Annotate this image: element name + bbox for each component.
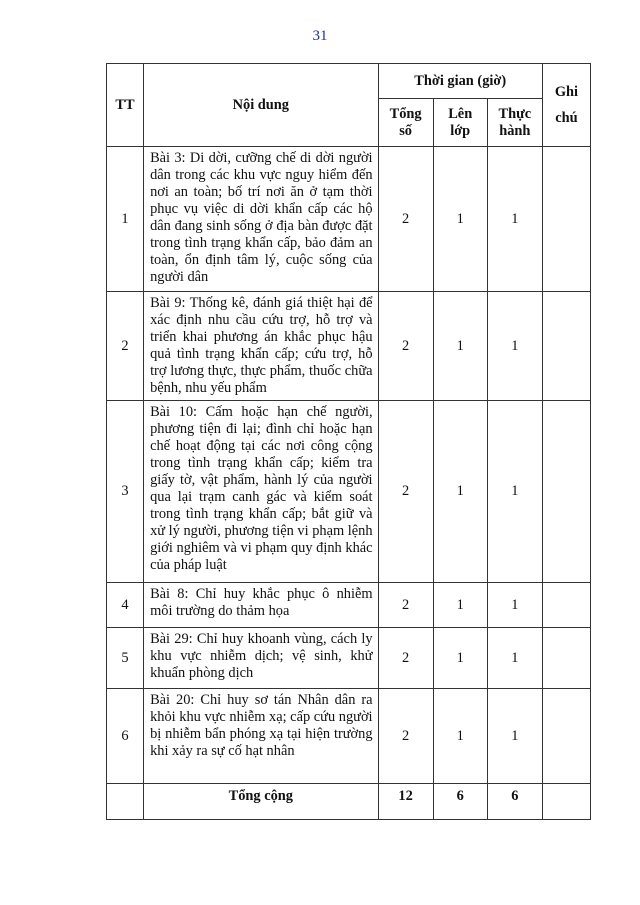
table-row — [107, 583, 591, 628]
row-len-lop: 1 — [433, 689, 487, 784]
row-len-lop: 1 — [433, 401, 487, 583]
row-ghi-chu — [542, 147, 590, 292]
table-row — [107, 628, 591, 689]
total-thuc-hanh: 6 — [487, 784, 542, 820]
row-len-lop: 1 — [433, 583, 487, 628]
row-thuc-hanh: 1 — [487, 147, 542, 292]
row-tong-so: 2 — [378, 147, 433, 292]
header-ghi-chu-text: Ghi chú — [554, 84, 579, 126]
row-content: Bài 3: Di dời, cưỡng chế di dời người dân trong các khu vực nguy hiểm đến nơi an toàn; bố trí nơi ăn ở tạm thời phục vụ việc di dời khẩn cấp các hộ dân đang sinh sống ở địa bàn được đặt trong tình trạng khẩn cấp, bảo đảm an toàn, ổn định tâm lý, cuộc sống của người dân — [144, 147, 378, 292]
row-tong-so: 2 — [378, 401, 433, 583]
row-tt: 1 — [107, 147, 144, 292]
row-len-lop: 1 — [433, 147, 487, 292]
total-label: Tổng cộng — [144, 784, 378, 820]
table-row — [107, 689, 591, 784]
row-len-lop: 1 — [433, 292, 487, 401]
row-content: Bài 10: Cấm hoặc hạn chế người, phương tiện đi lại; đình chỉ hoặc hạn chế hoạt động tại các nơi công cộng trong tình trạng khẩn cấp; kiểm tra giấy tờ, vật phẩm, hành lý của người qua lại trạm canh gác và kiểm soát trong tình trạng khẩn cấp; bắt giữ và xử lý người, phương tiện vi phạm lệnh giới nghiêm và vi phạm quy định khác của pháp luật — [144, 401, 378, 583]
row-thuc-hanh: 1 — [487, 628, 542, 689]
header-tt: TT — [107, 64, 144, 147]
row-ghi-chu — [542, 689, 590, 784]
row-tong-so: 2 — [378, 689, 433, 784]
header-noi-dung: Nội dung — [144, 64, 378, 147]
row-thuc-hanh: 1 — [487, 583, 542, 628]
row-content: Bài 9: Thống kê, đánh giá thiệt hại để xác định nhu cầu cứu trợ, hỗ trợ và triển khai phương án khắc phục hậu quả tình trạng khẩn cấp; cứu trợ, hỗ trợ lương thực, thực phẩm, thuốc chữa bệnh, nhu yếu phẩm — [144, 292, 378, 401]
row-content: Bài 29: Chỉ huy khoanh vùng, cách ly khu vực nhiễm dịch; vệ sinh, khử khuẩn phòng dịch — [144, 628, 378, 689]
header-thoi-gian: Thời gian (giờ) — [378, 64, 542, 99]
row-tt: 4 — [107, 583, 144, 628]
page-number: 31 — [312, 28, 328, 44]
header-ghi-chu — [542, 64, 590, 147]
total-tt — [107, 784, 144, 820]
row-tt: 2 — [107, 292, 144, 401]
total-tong-so: 12 — [378, 784, 433, 820]
table-row — [107, 292, 591, 401]
total-len-lop: 6 — [433, 784, 487, 820]
table-row — [107, 401, 591, 583]
row-len-lop: 1 — [433, 628, 487, 689]
row-tong-so: 2 — [378, 583, 433, 628]
header-len-lop: Lên lớp — [433, 99, 487, 147]
row-tt: 3 — [107, 401, 144, 583]
row-ghi-chu — [542, 401, 590, 583]
header-tong-so: Tổng số — [378, 99, 433, 147]
row-tong-so: 2 — [378, 292, 433, 401]
training-schedule-table — [106, 63, 591, 820]
row-thuc-hanh: 1 — [487, 292, 542, 401]
row-tt: 6 — [107, 689, 144, 784]
row-content: Bài 8: Chỉ huy khắc phục ô nhiễm môi trường do thảm họa — [144, 583, 378, 628]
total-row — [107, 784, 591, 820]
row-thuc-hanh: 1 — [487, 401, 542, 583]
row-ghi-chu — [542, 292, 590, 401]
row-content: Bài 20: Chỉ huy sơ tán Nhân dân ra khỏi khu vực nhiễm xạ; cấp cứu người bị nhiễm bẩn phóng xạ tại hiện trường khi xảy ra sự cố hạt nhân — [144, 689, 378, 784]
row-ghi-chu — [542, 628, 590, 689]
row-tt: 5 — [107, 628, 144, 689]
row-thuc-hanh: 1 — [487, 689, 542, 784]
row-tong-so: 2 — [378, 628, 433, 689]
header-thuc-hanh: Thực hành — [487, 99, 542, 147]
row-ghi-chu — [542, 583, 590, 628]
total-ghi-chu — [542, 784, 590, 820]
table-row — [107, 147, 591, 292]
